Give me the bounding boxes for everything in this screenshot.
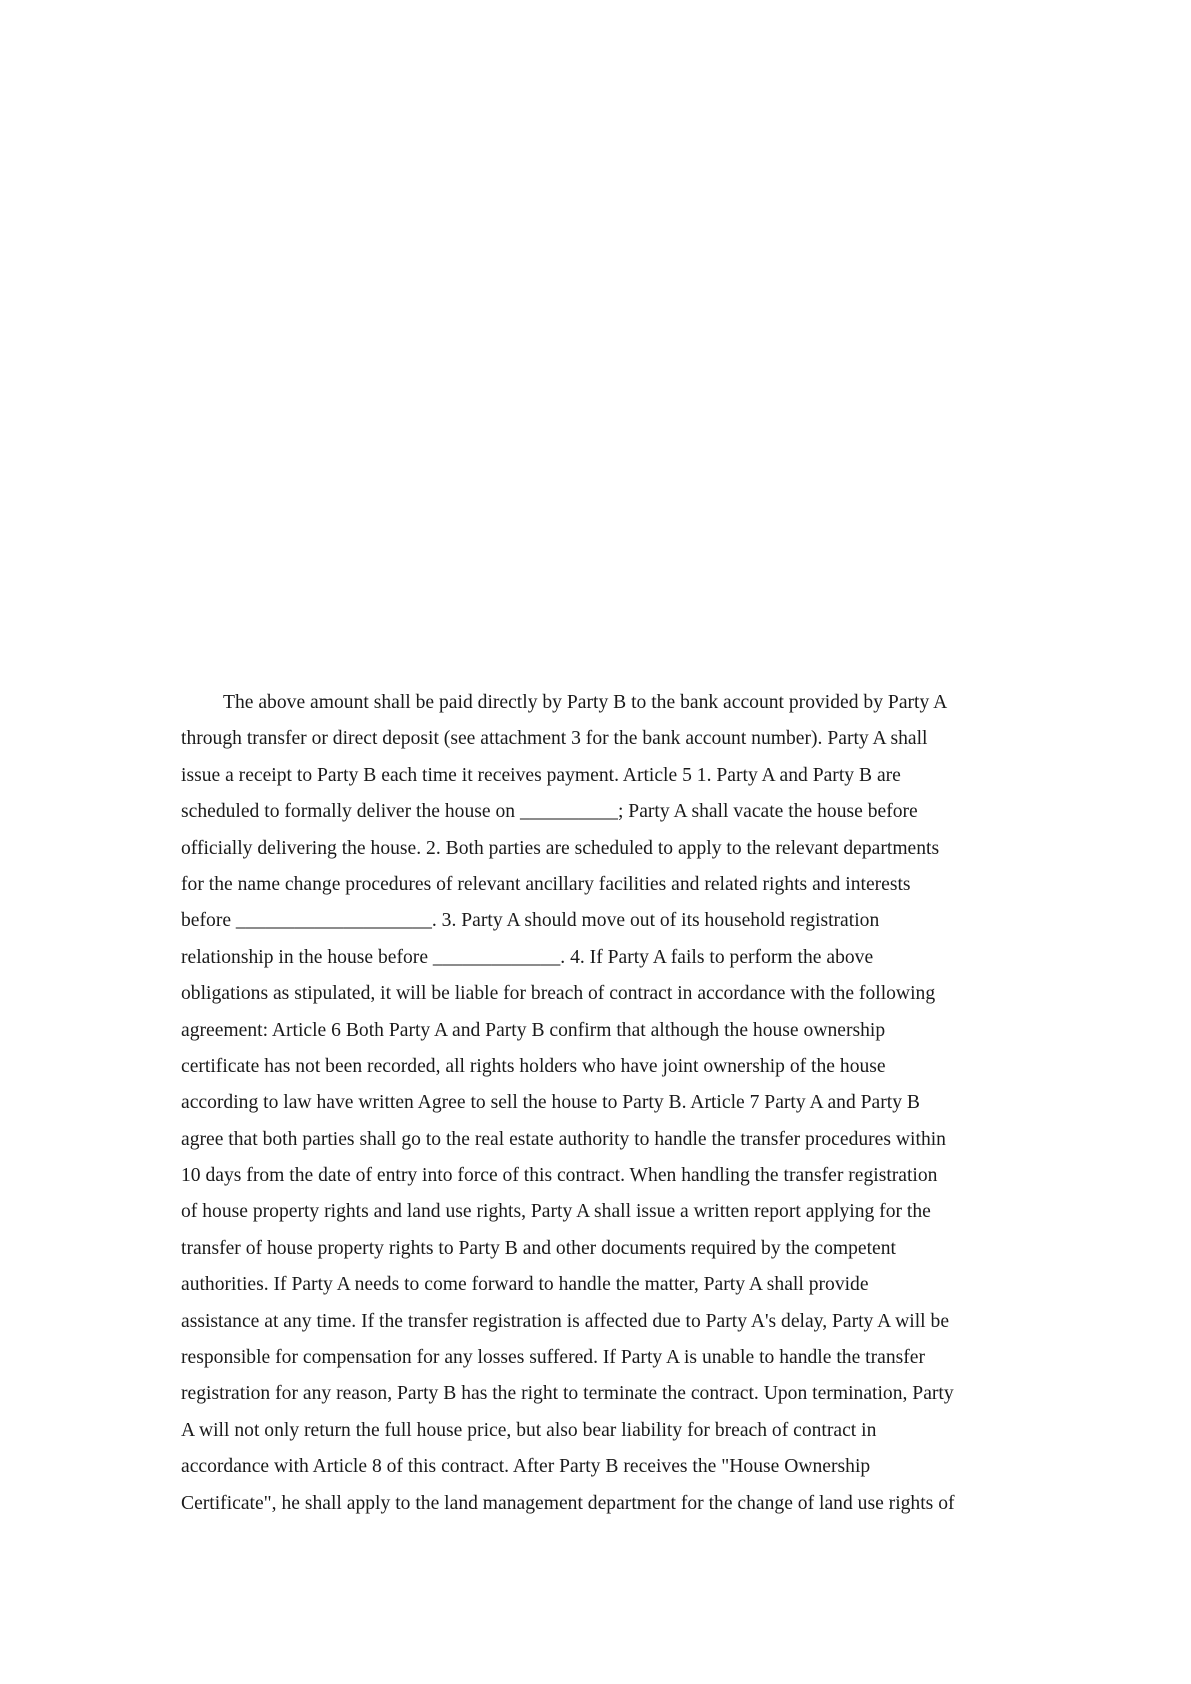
paragraph-line: before ____________________. 3. Party A should move out of its household registration	[181, 910, 880, 932]
paragraph-line: 10 days from the date of entry into force of this contract. When handling the transfer registration	[181, 1165, 938, 1187]
paragraph-line: transfer of house property rights to Party B and other documents required by the competent	[181, 1237, 896, 1259]
paragraph-line: A will not only return the full house price, but also bear liability for breach of contract in	[181, 1419, 877, 1441]
paragraph-line: responsible for compensation for any losses suffered. If Party A is unable to handle the transfer	[181, 1347, 926, 1369]
paragraph-line: through transfer or direct deposit (see attachment 3 for the bank account number). Party A shall	[181, 728, 928, 750]
paragraph-line: of house property rights and land use rights, Party A shall issue a written report applying for the	[181, 1201, 931, 1223]
contract-paragraph	[181, 685, 1021, 1522]
paragraph-line: accordance with Article 8 of this contract. After Party B receives the "House Ownership	[181, 1456, 871, 1478]
paragraph-line: relationship in the house before _____________. 4. If Party A fails to perform the above	[181, 946, 874, 968]
paragraph-line: agree that both parties shall go to the real estate authority to handle the transfer procedures within	[181, 1128, 946, 1150]
paragraph-line: obligations as stipulated, it will be liable for breach of contract in accordance with the following	[181, 983, 936, 1005]
paragraph-line: certificate has not been recorded, all rights holders who have joint ownership of the house	[181, 1055, 886, 1077]
paragraph-line: issue a receipt to Party B each time it receives payment. Article 5 1. Party A and Party B are	[181, 764, 901, 786]
paragraph-line: registration for any reason, Party B has the right to terminate the contract. Upon termination, Party	[181, 1383, 954, 1405]
paragraph-line: according to law have written Agree to sell the house to Party B. Article 7 Party A and Party B	[181, 1092, 920, 1114]
paragraph-line: officially delivering the house. 2. Both parties are scheduled to apply to the relevant departments	[181, 837, 940, 859]
paragraph-line: Certificate", he shall apply to the land management department for the change of land use rights of	[181, 1492, 955, 1514]
paragraph-line: The above amount shall be paid directly by Party B to the bank account provided by Party A	[223, 692, 948, 713]
paragraph-line: for the name change procedures of relevant ancillary facilities and related rights and interests	[181, 873, 911, 895]
paragraph-line: agreement: Article 6 Both Party A and Party B confirm that although the house ownership	[181, 1019, 886, 1041]
paragraph-line: authorities. If Party A needs to come forward to handle the matter, Party A shall provide	[181, 1274, 869, 1296]
paragraph-line: scheduled to formally deliver the house on __________; Party A shall vacate the house before	[181, 801, 918, 823]
paragraph-line: assistance at any time. If the transfer registration is affected due to Party A's delay, Party A will be	[181, 1310, 950, 1332]
